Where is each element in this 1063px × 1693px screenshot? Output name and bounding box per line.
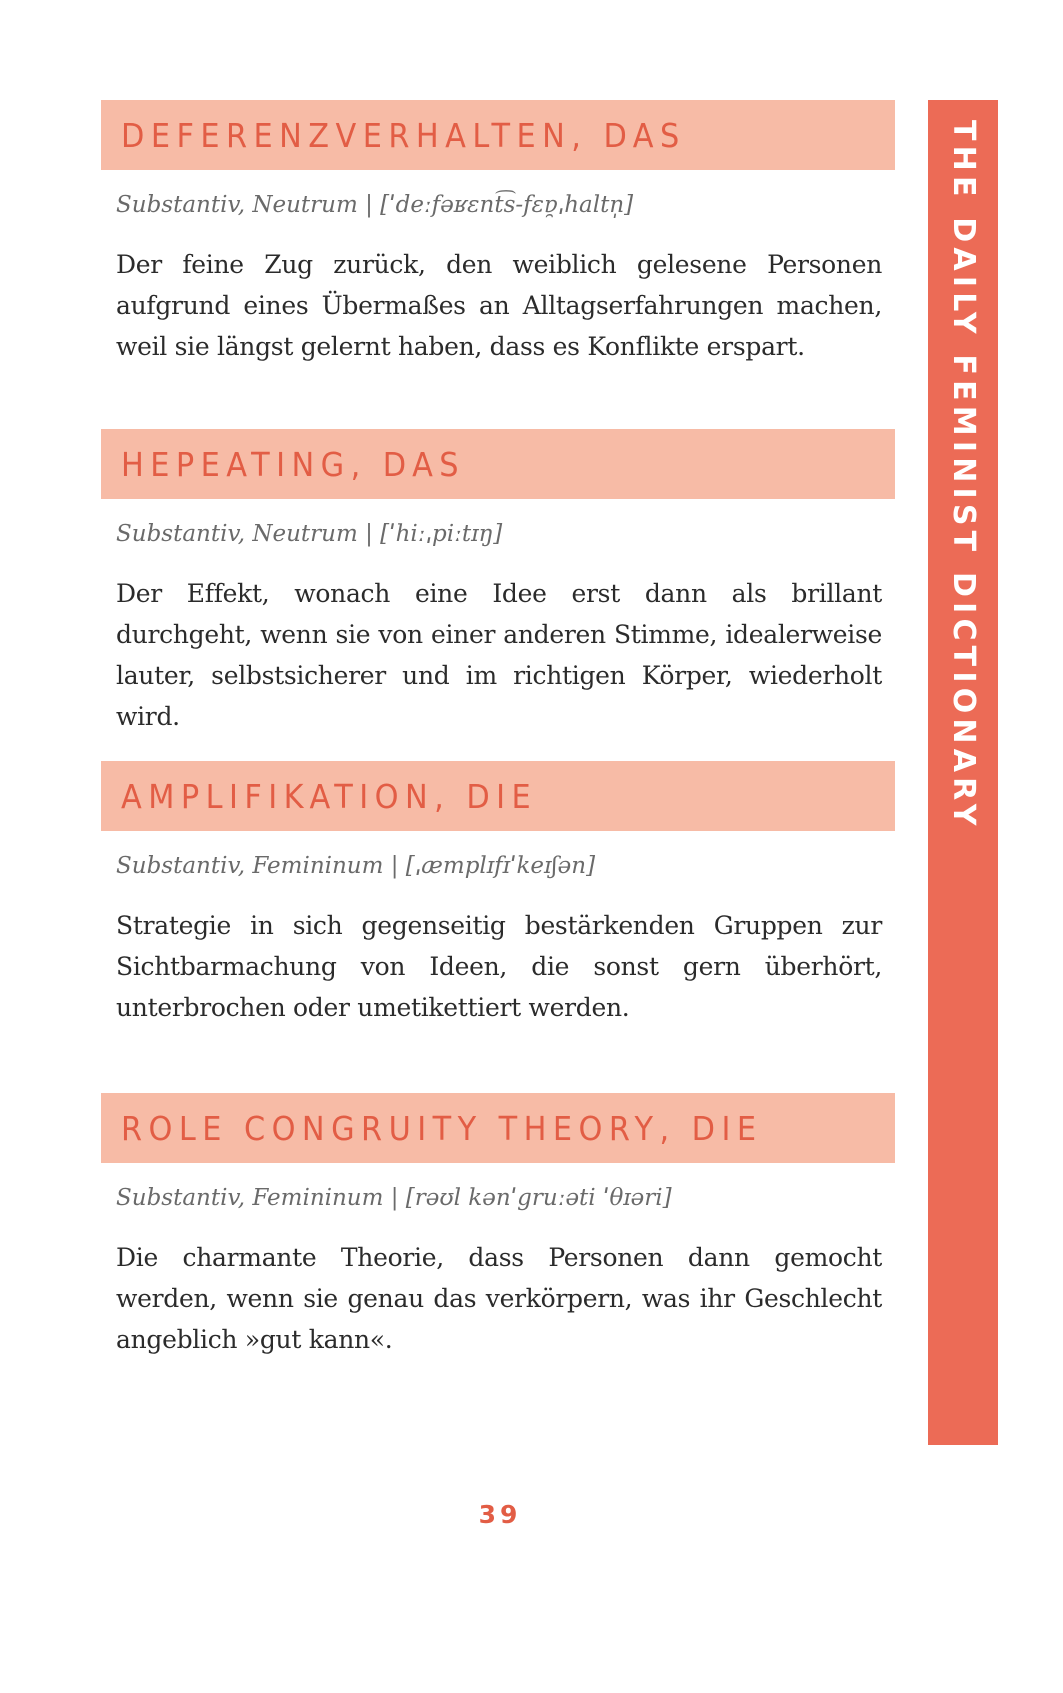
page-number: 39 <box>478 1500 522 1529</box>
dictionary-entry <box>101 100 895 367</box>
entry-definition: Strategie in sich gegenseitig bestärkenden Gruppen zur Sichtbarmachung von Ideen, die sonst gern überhört, unterbrochen oder umetikettiert werden. <box>116 910 882 1022</box>
entry-pronunciation: Substantiv, Femininum | [rəʊl kənˈgruːəti ˈθɪəri] <box>116 1185 672 1211</box>
entry-term: DEFERENZVERHALTEN, DAS <box>121 115 686 155</box>
entry-term: HEPEATING, DAS <box>121 444 466 484</box>
side-tab <box>928 100 998 1445</box>
entry-pronunciation: Substantiv, Neutrum | [ˈhiːˌpiːtɪŋ] <box>116 521 503 547</box>
entry-definition: Der Effekt, wonach eine Idee erst dann als brillant durchgeht, wenn sie von einer anderen Stimme, idealerweise lauter, selbstsicherer und im richtigen Körper, wiederholt wird. <box>116 578 882 731</box>
entry-header <box>101 429 895 499</box>
dictionary-entry <box>101 761 895 1028</box>
entry-header <box>101 761 895 831</box>
entry-pronunciation: Substantiv, Femininum | [ˌæmplɪfɪˈkeɪʃən] <box>116 853 596 879</box>
entry-definition: Die charmante Theorie, dass Personen dann gemocht werden, wenn sie genau das verkörpern, was ihr Geschlecht angeblich »gut kann«. <box>116 1242 882 1354</box>
entry-term: ROLE CONGRUITY THEORY, DIE <box>121 1108 763 1148</box>
entry-term: AMPLIFIKATION, DIE <box>121 776 538 816</box>
entry-header <box>101 100 895 170</box>
entry-definition: Der feine Zug zurück, den weiblich gelesene Personen aufgrund eines Übermaßes an Alltagserfahrungen machen, weil sie längst gelernt haben, dass es Konflikte erspart. <box>116 249 882 361</box>
side-tab-label: THE DAILY FEMINIST DICTIONARY <box>946 120 981 831</box>
dictionary-entry <box>101 1093 895 1360</box>
dictionary-entry <box>101 429 895 737</box>
entry-header <box>101 1093 895 1163</box>
entry-pronunciation: Substantiv, Neutrum | [ˈdeːfəʁɛnt͡s-fɛɐ̯ˌhaltn̩] <box>116 192 634 218</box>
